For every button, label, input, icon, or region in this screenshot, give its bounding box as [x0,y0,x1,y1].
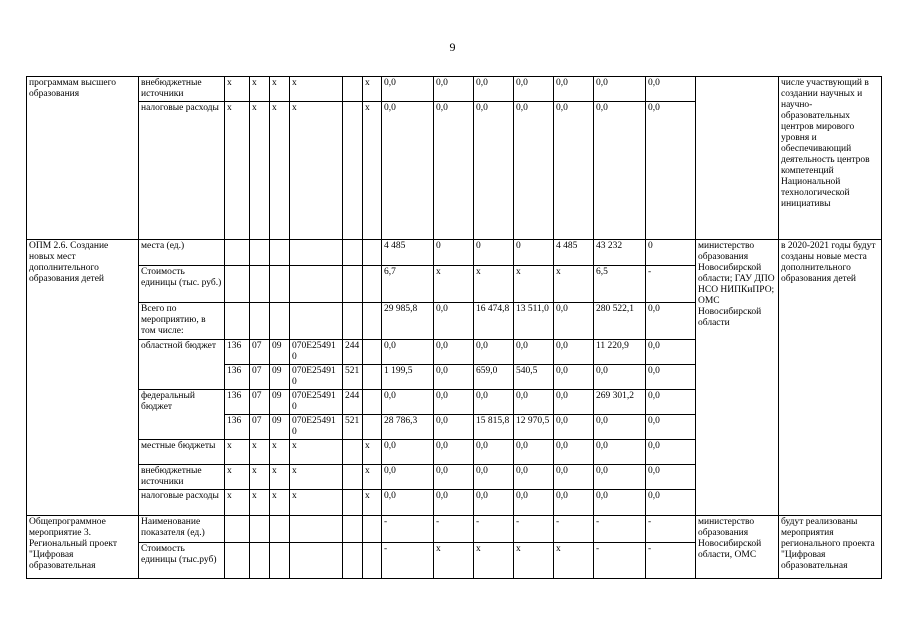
value-cell: - [646,266,696,303]
code-cell [290,303,343,340]
code-cell [250,543,270,579]
code-cell: 07 [250,365,270,390]
code-cell: x [250,440,270,465]
result-cell: числе участвующий в создании научных и научно-образовательных центров мирового уровня и обеспечивающий деятельность центров компетенций Национальной технологической инициативы [779,77,882,240]
value-cell: 0 [434,240,474,266]
code-cell: x [225,490,250,516]
code-cell [343,465,363,490]
executor-cell: министерство образования Новосибирской области; ГАУ ДПО НСО НИПКиПРО; ОМС Новосибирской области [696,240,779,516]
code-cell: x [225,465,250,490]
value-cell: 280 522,1 [594,303,646,340]
code-cell [343,240,363,266]
value-cell: 0,0 [382,465,434,490]
value-cell: 0,0 [554,340,594,365]
value-cell: 0,0 [514,440,554,465]
code-cell [343,102,363,240]
code-cell [343,303,363,340]
value-cell: 0,0 [594,490,646,516]
code-cell [343,77,363,102]
table-row [27,77,882,102]
code-cell: x [250,465,270,490]
value-cell: 0 [514,240,554,266]
value-cell: 0,0 [594,365,646,390]
code-cell [363,390,382,415]
value-cell: 4 485 [382,240,434,266]
table-row [27,240,882,266]
code-cell [270,266,290,303]
value-cell: - [434,516,474,543]
value-cell: 0,0 [554,465,594,490]
value-cell: 16 474,8 [474,303,514,340]
indicator-cell: областной бюджет [139,340,225,390]
code-cell: 521 [343,365,363,390]
value-cell: 43 232 [594,240,646,266]
value-cell: x [514,266,554,303]
value-cell: 0,0 [646,340,696,365]
value-cell: 0,0 [474,490,514,516]
indicator-cell: Стоимость единицы (тыс.руб) [139,543,225,579]
value-cell: 0,0 [554,102,594,240]
code-cell [225,543,250,579]
code-cell: 070E254910 [290,340,343,365]
code-cell: 136 [225,415,250,440]
value-cell: 0,0 [514,77,554,102]
value-cell: 0,0 [554,365,594,390]
value-cell: 0,0 [382,102,434,240]
code-cell [343,440,363,465]
value-cell: 0,0 [474,340,514,365]
code-cell: x [290,440,343,465]
value-cell: 0 [646,240,696,266]
value-cell: 0,0 [382,440,434,465]
code-cell [343,543,363,579]
value-cell: 0,0 [594,440,646,465]
code-cell: x [270,490,290,516]
value-cell: 0,0 [434,390,474,415]
value-cell: 29 985,8 [382,303,434,340]
code-cell [270,516,290,543]
value-cell: x [554,266,594,303]
code-cell: x [250,490,270,516]
code-cell [363,340,382,365]
code-cell: x [225,102,250,240]
value-cell: 0,0 [514,102,554,240]
indicator-cell: федеральный бюджет [139,390,225,440]
code-cell: x [250,102,270,240]
value-cell: - [474,516,514,543]
value-cell: 0,0 [594,415,646,440]
code-cell: 09 [270,340,290,365]
value-cell: x [474,266,514,303]
value-cell: 0,0 [554,415,594,440]
value-cell: x [434,266,474,303]
value-cell: 0,0 [646,415,696,440]
value-cell: 0,0 [646,490,696,516]
event-name: Общепрограммное мероприятие 3. Региональный проект "Цифровая образовательная [27,516,139,579]
indicator-cell: местные бюджеты [139,440,225,465]
code-cell [270,303,290,340]
code-cell: x [363,77,382,102]
value-cell: 0,0 [434,102,474,240]
value-cell: x [554,543,594,579]
value-cell: 0,0 [554,390,594,415]
value-cell: 0,0 [514,490,554,516]
value-cell: 11 220,9 [594,340,646,365]
executor-cell: министерство образования Новосибирской области, ОМС [696,516,779,579]
code-cell [343,516,363,543]
value-cell: 4 485 [554,240,594,266]
value-cell: 0,0 [434,490,474,516]
code-cell [343,490,363,516]
code-cell: 070E254910 [290,365,343,390]
value-cell: 0,0 [434,440,474,465]
code-cell: x [270,102,290,240]
value-cell: 0,0 [382,340,434,365]
indicator-cell: налоговые расходы [139,102,225,240]
value-cell: 659,0 [474,365,514,390]
code-cell: 070E254910 [290,415,343,440]
value-cell: 6,7 [382,266,434,303]
value-cell: 0,0 [554,77,594,102]
code-cell: x [290,490,343,516]
value-cell: 0,0 [382,490,434,516]
page-number: 9 [449,40,456,54]
code-cell [363,365,382,390]
value-cell: 0,0 [514,465,554,490]
value-cell: - [382,543,434,579]
code-cell: x [363,102,382,240]
program-table [26,76,882,579]
value-cell: 0,0 [646,390,696,415]
code-cell: x [290,102,343,240]
code-cell: 521 [343,415,363,440]
code-cell [290,266,343,303]
code-cell: x [270,77,290,102]
value-cell: x [514,543,554,579]
code-cell [363,303,382,340]
indicator-cell: внебюджетные источники [139,465,225,490]
value-cell: 0,0 [434,303,474,340]
code-cell: 136 [225,365,250,390]
value-cell: x [434,543,474,579]
value-cell: 0,0 [646,465,696,490]
value-cell: 0,0 [514,340,554,365]
indicator-cell: Наименование показателя (ед.) [139,516,225,543]
code-cell [363,543,382,579]
value-cell: - [382,516,434,543]
code-cell: x [225,77,250,102]
code-cell: x [290,77,343,102]
value-cell: 13 511,0 [514,303,554,340]
code-cell: 07 [250,390,270,415]
value-cell: 0,0 [474,77,514,102]
code-cell [290,240,343,266]
code-cell: x [270,440,290,465]
indicator-cell: внебюджетные источники [139,77,225,102]
value-cell: - [594,516,646,543]
value-cell: 0,0 [594,102,646,240]
value-cell: 0,0 [646,303,696,340]
value-cell: 0,0 [554,440,594,465]
value-cell: 0,0 [434,415,474,440]
table-row [27,516,882,543]
code-cell: 136 [225,340,250,365]
code-cell: 136 [225,390,250,415]
value-cell: 0,0 [554,303,594,340]
code-cell [363,516,382,543]
value-cell: 0,0 [434,465,474,490]
code-cell [363,266,382,303]
code-cell [270,240,290,266]
code-cell: 07 [250,340,270,365]
code-cell: x [250,77,270,102]
value-cell: - [554,516,594,543]
code-cell: 09 [270,365,290,390]
value-cell: 0,0 [382,390,434,415]
value-cell: 12 970,5 [514,415,554,440]
code-cell [290,516,343,543]
code-cell: x [363,490,382,516]
value-cell: 0,0 [514,390,554,415]
code-cell: 09 [270,415,290,440]
code-cell [250,303,270,340]
value-cell: 0,0 [646,102,696,240]
code-cell: x [270,465,290,490]
code-cell: x [290,465,343,490]
code-cell: 070E254910 [290,390,343,415]
value-cell: 0,0 [554,490,594,516]
value-cell: 0,0 [434,365,474,390]
indicator-cell: Стоимость единицы (тыс. руб.) [139,266,225,303]
code-cell [225,266,250,303]
code-cell [363,240,382,266]
executor-cell [696,77,779,240]
code-cell: x [363,440,382,465]
value-cell: 0,0 [474,440,514,465]
value-cell: 28 786,3 [382,415,434,440]
value-cell: - [594,543,646,579]
code-cell [250,266,270,303]
value-cell: - [646,516,696,543]
code-cell [363,415,382,440]
code-cell: 09 [270,390,290,415]
value-cell: 0,0 [646,365,696,390]
indicator-cell: места (ед.) [139,240,225,266]
code-cell [343,266,363,303]
value-cell: x [474,543,514,579]
value-cell: 0,0 [434,77,474,102]
value-cell: 540,5 [514,365,554,390]
result-cell: в 2020-2021 годы будут созданы новые места дополнительного образования детей [779,240,882,516]
value-cell: 0,0 [474,102,514,240]
value-cell: 0,0 [434,340,474,365]
code-cell: x [363,465,382,490]
result-cell: будут реализованы мероприятия регионального проекта "Цифровая образовательная [779,516,882,579]
value-cell: 0,0 [646,440,696,465]
value-cell: 6,5 [594,266,646,303]
indicator-cell: Всего по мероприятию, в том числе: [139,303,225,340]
value-cell: 0,0 [594,77,646,102]
code-cell [250,240,270,266]
event-name: ОПМ 2.6. Создание новых мест дополнительного образования детей [27,240,139,516]
code-cell: 07 [250,415,270,440]
code-cell: 244 [343,340,363,365]
code-cell [225,240,250,266]
code-cell [225,303,250,340]
code-cell: 244 [343,390,363,415]
value-cell: 1 199,5 [382,365,434,390]
value-cell: 0,0 [594,465,646,490]
event-name: программам высшего образования [27,77,139,240]
value-cell: 15 815,8 [474,415,514,440]
value-cell: - [646,543,696,579]
code-cell: x [225,440,250,465]
value-cell: 0,0 [474,390,514,415]
indicator-cell: налоговые расходы [139,490,225,516]
value-cell: 0,0 [382,77,434,102]
value-cell: 0 [474,240,514,266]
value-cell: 0,0 [474,465,514,490]
code-cell [290,543,343,579]
code-cell [270,543,290,579]
value-cell: 269 301,2 [594,390,646,415]
value-cell: - [514,516,554,543]
code-cell [225,516,250,543]
code-cell [250,516,270,543]
value-cell: 0,0 [646,77,696,102]
